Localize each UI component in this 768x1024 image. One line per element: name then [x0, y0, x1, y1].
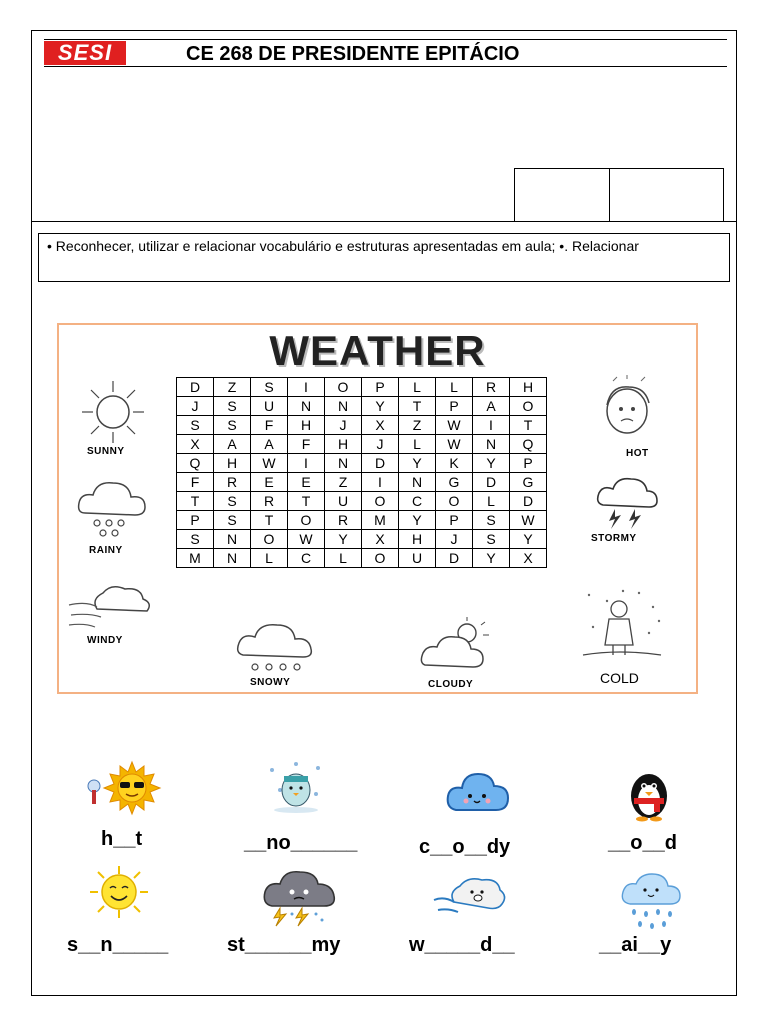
grid-cell: D	[473, 473, 510, 492]
grid-cell: O	[251, 530, 288, 549]
label-rainy: RAINY	[89, 545, 123, 556]
grid-cell: H	[214, 454, 251, 473]
grid-cell: Y	[399, 454, 436, 473]
objective-box	[38, 233, 730, 282]
grid-cell: H	[399, 530, 436, 549]
grid-cell: D	[177, 378, 214, 397]
grid-cell: Y	[510, 530, 547, 549]
grid-cell: S	[473, 511, 510, 530]
grid-cell: U	[325, 492, 362, 511]
grid-cell: Y	[399, 511, 436, 530]
grid-cell: H	[325, 435, 362, 454]
grid-cell: O	[362, 549, 399, 568]
grid-row	[177, 454, 547, 473]
label-cold: COLD	[600, 670, 639, 686]
grid-cell: S	[177, 530, 214, 549]
fill-in-word: st______my	[227, 934, 341, 956]
grid-cell: C	[288, 549, 325, 568]
label-snowy: SNOWY	[250, 677, 291, 688]
grid-cell: Z	[325, 473, 362, 492]
grid-cell: I	[288, 378, 325, 397]
label-hot: HOT	[626, 448, 649, 459]
grid-row	[177, 511, 547, 530]
grid-cell: N	[325, 454, 362, 473]
grid-cell: I	[362, 473, 399, 492]
grid-cell: F	[251, 416, 288, 435]
grid-cell: N	[399, 473, 436, 492]
grid-cell: T	[288, 492, 325, 511]
rain-cloud-icon	[73, 475, 153, 541]
grade-box	[514, 168, 610, 222]
grid-cell: J	[325, 416, 362, 435]
snowy-penguin-icon	[266, 760, 326, 816]
grid-cell: J	[362, 435, 399, 454]
word-search-panel	[57, 323, 698, 694]
grid-cell: P	[177, 511, 214, 530]
cold-penguin-icon	[624, 768, 674, 822]
grid-row	[177, 435, 547, 454]
grid-row	[177, 416, 547, 435]
fill-in-word: c__o__dy	[419, 836, 511, 858]
grid-cell: T	[251, 511, 288, 530]
grid-cell: G	[510, 473, 547, 492]
grid-cell: X	[510, 549, 547, 568]
grid-cell: X	[177, 435, 214, 454]
cloud-icon	[419, 615, 495, 675]
label-windy: WINDY	[87, 635, 123, 646]
grid-cell: L	[399, 435, 436, 454]
grid-cell: L	[436, 378, 473, 397]
grid-cell: D	[362, 454, 399, 473]
grid-cell: Z	[214, 378, 251, 397]
fill-in-word: __ai__y	[599, 934, 672, 956]
fill-in-word: __no______	[244, 832, 358, 854]
wind-cloud-icon	[67, 579, 157, 635]
grid-cell: N	[325, 397, 362, 416]
grid-cell: T	[399, 397, 436, 416]
grid-cell: W	[510, 511, 547, 530]
fill-in-word: h__t	[101, 828, 143, 850]
grid-cell: Y	[325, 530, 362, 549]
grid-cell: R	[251, 492, 288, 511]
grid-cell: H	[288, 416, 325, 435]
grid-cell: A	[251, 435, 288, 454]
grid-cell: N	[288, 397, 325, 416]
grid-cell: A	[473, 397, 510, 416]
grid-row	[177, 378, 547, 397]
grid-cell: O	[362, 492, 399, 511]
grid-cell: O	[325, 378, 362, 397]
grid-cell: R	[473, 378, 510, 397]
grid-cell: P	[436, 397, 473, 416]
grid-cell: U	[399, 549, 436, 568]
grid-cell: N	[214, 530, 251, 549]
grid-cell: W	[251, 454, 288, 473]
fill-in-word: w_____d__	[409, 934, 515, 956]
grid-cell: W	[436, 435, 473, 454]
sesi-logo: SESI	[44, 41, 126, 65]
label-sunny: SUNNY	[87, 446, 125, 457]
grid-cell: Q	[510, 435, 547, 454]
divider	[44, 39, 727, 40]
cloud-icon	[446, 768, 510, 816]
grid-cell: L	[251, 549, 288, 568]
grid-cell: O	[436, 492, 473, 511]
grid-cell: J	[177, 397, 214, 416]
grid-row	[177, 492, 547, 511]
grid-cell: M	[362, 511, 399, 530]
grid-row	[177, 530, 547, 549]
grid-cell: K	[436, 454, 473, 473]
grid-cell: L	[473, 492, 510, 511]
grid-cell: S	[177, 416, 214, 435]
grid-cell: G	[436, 473, 473, 492]
storm-cloud-icon	[595, 475, 659, 531]
grid-cell: D	[510, 492, 547, 511]
grid-cell: S	[214, 492, 251, 511]
cold-person-icon	[579, 587, 665, 663]
grid-cell: P	[510, 454, 547, 473]
grid-cell: S	[214, 416, 251, 435]
grid-cell: P	[362, 378, 399, 397]
grid-cell: D	[436, 549, 473, 568]
grid-cell: P	[436, 511, 473, 530]
grid-cell: R	[325, 511, 362, 530]
grid-cell: O	[510, 397, 547, 416]
grid-cell: J	[436, 530, 473, 549]
grid-cell: U	[251, 397, 288, 416]
grid-cell: X	[362, 416, 399, 435]
hot-person-icon	[593, 375, 663, 445]
label-stormy: STORMY	[591, 533, 637, 544]
storm-cloud-icon	[262, 868, 338, 928]
grid-cell: E	[288, 473, 325, 492]
label-cloudy: CLOUDY	[428, 679, 474, 690]
grid-cell: X	[362, 530, 399, 549]
grid-cell: S	[473, 530, 510, 549]
grid-cell: S	[251, 378, 288, 397]
grid-cell: H	[510, 378, 547, 397]
grid-row	[177, 549, 547, 568]
grid-cell: L	[325, 549, 362, 568]
grid-cell: F	[288, 435, 325, 454]
divider	[44, 66, 727, 67]
wind-cloud-icon	[432, 872, 506, 924]
grid-cell: T	[510, 416, 547, 435]
snow-cloud-icon	[235, 621, 315, 675]
grid-cell: E	[251, 473, 288, 492]
grid-row	[177, 473, 547, 492]
grid-cell: W	[288, 530, 325, 549]
rain-cloud-icon	[620, 872, 682, 930]
grid-cell: A	[214, 435, 251, 454]
fill-in-word: __o__d	[608, 832, 677, 854]
word-search-title: WEATHER	[269, 327, 486, 374]
grid-cell: Q	[177, 454, 214, 473]
hot-sun-icon	[82, 760, 162, 818]
grid-cell: F	[177, 473, 214, 492]
sun-icon	[84, 864, 154, 920]
sun-icon	[73, 377, 153, 447]
grid-cell: Y	[362, 397, 399, 416]
fill-in-word: s__n_____	[67, 934, 169, 956]
objective-text: • Reconhecer, utilizar e relacionar vocabulário e estruturas apresentadas em aula; •. Relacionar	[47, 238, 639, 254]
grid-cell: Z	[399, 416, 436, 435]
grid-cell: N	[473, 435, 510, 454]
school-name: CE 268 DE PRESIDENTE EPITÁCIO	[186, 43, 520, 65]
grid-cell: W	[436, 416, 473, 435]
grid-cell: R	[214, 473, 251, 492]
grid-cell: I	[288, 454, 325, 473]
grid-cell: S	[214, 397, 251, 416]
grade-box	[609, 168, 724, 222]
grid-cell: M	[177, 549, 214, 568]
grid-cell: N	[214, 549, 251, 568]
grid-row	[177, 397, 547, 416]
grid-cell: L	[399, 378, 436, 397]
grid-cell: I	[473, 416, 510, 435]
grid-cell: O	[288, 511, 325, 530]
grid-cell: T	[177, 492, 214, 511]
grid-cell: S	[214, 511, 251, 530]
grid-cell: Y	[473, 454, 510, 473]
grid-cell: C	[399, 492, 436, 511]
grid-cell: Y	[473, 549, 510, 568]
word-search-grid	[176, 377, 547, 568]
